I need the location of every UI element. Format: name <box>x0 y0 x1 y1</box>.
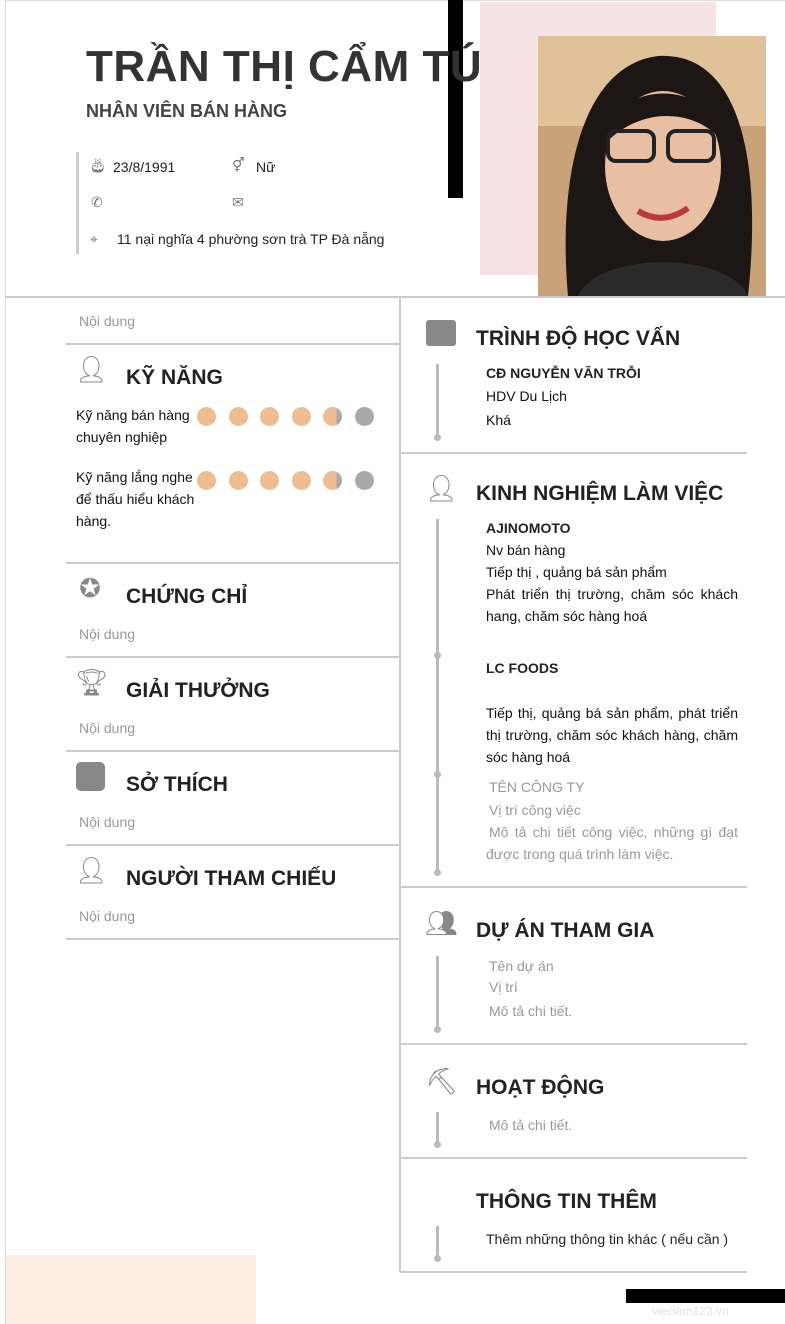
activities-description: Mô tả chi tiết. <box>489 1117 573 1133</box>
job-line: Tiếp thị , quảng bá sản phẩm <box>486 564 667 580</box>
skills-title: KỸ NĂNG <box>126 366 223 389</box>
rating-dot <box>229 407 248 426</box>
divider <box>66 938 400 940</box>
awards-content: Nội dung <box>79 720 136 736</box>
timeline <box>436 956 439 1031</box>
project-position: Vị trí <box>489 979 518 995</box>
rating-dot <box>260 407 279 426</box>
profile-photo <box>538 36 766 296</box>
certificate-badge-icon: ✪ <box>79 573 101 603</box>
hobbies-title: SỞ THÍCH <box>126 773 228 796</box>
divider <box>400 1043 747 1045</box>
rating-dot <box>260 471 279 490</box>
divider <box>66 656 400 658</box>
job-description <box>486 539 738 627</box>
references-content: Nội dung <box>79 908 136 924</box>
job-line: Vị trí công việc <box>489 802 581 818</box>
divider <box>66 343 400 345</box>
timeline <box>436 519 439 874</box>
rating-dot <box>323 407 342 426</box>
job-title: NHÂN VIÊN BÁN HÀNG <box>86 101 288 121</box>
rating-dot <box>292 471 311 490</box>
rating-dot <box>323 471 342 490</box>
timeline <box>436 364 439 439</box>
company-name: TÊN CÔNG TY <box>489 779 585 795</box>
briefcase-icon <box>426 320 456 346</box>
job-line: Phát triển thị trường, chăm sóc khách hang, chăm sóc hàng hoá <box>486 586 738 624</box>
job-description: Tiếp thị, quảng bá sản phẩm, phát triển thị trường, chăm sóc khách hàng, chăm sóc hàng hoá <box>486 705 738 765</box>
head-lightbulb-icon: 👤︎ <box>75 354 109 384</box>
divider <box>400 1157 747 1159</box>
rating-dot <box>355 471 374 490</box>
major: HDV Du Lịch <box>486 388 567 404</box>
rating-dot <box>355 407 374 426</box>
project-description: Mô tả chi tiết. <box>489 1003 573 1019</box>
divider <box>400 1271 747 1273</box>
timeline <box>436 1112 439 1146</box>
job-description <box>486 799 738 865</box>
candidate-name: TRẦN THỊ CẨM TÚ <box>86 42 483 91</box>
volunteer-icon: ⛏ <box>425 1066 459 1096</box>
company-name: LC FOODS <box>486 660 559 676</box>
watermark: vieclam123.vn <box>652 1304 729 1318</box>
activities-title: HOẠT ĐỘNG <box>476 1076 605 1099</box>
rating-dot <box>229 471 248 490</box>
additional-info-description: Thêm những thông tin khác ( nếu cần ) <box>486 1231 729 1247</box>
certificates-title: CHỨNG CHỈ <box>126 585 248 608</box>
black-footer-bar <box>626 1289 785 1303</box>
skill-rating <box>197 407 386 431</box>
divider <box>400 452 747 454</box>
gender-icon: ⚥ <box>232 157 245 173</box>
hobbies-content: Nội dung <box>79 814 136 830</box>
rating-dot <box>292 407 311 426</box>
skill-name: Kỹ năng bán hàng chuyên nghiệp <box>76 407 190 445</box>
divider <box>66 844 400 846</box>
email-icon: ✉ <box>232 194 244 210</box>
divider <box>400 886 747 888</box>
rating-dot <box>197 407 216 426</box>
trophy-icon: 🏆︎ <box>75 667 109 697</box>
info-divider <box>76 152 79 254</box>
birthday: 23/8/1991 <box>113 159 176 175</box>
black-accent-bar <box>448 0 463 198</box>
header-divider <box>5 296 785 298</box>
school-name: CĐ NGUYỄN VĂN TRỖI <box>486 365 641 381</box>
awards-title: GIẢI THƯỞNG <box>126 679 270 702</box>
references-title: NGƯỜI THAM CHIẾU <box>126 867 337 890</box>
person-icon: 👤︎ <box>75 855 109 885</box>
job-line: Nv bán hàng <box>486 542 566 558</box>
address: 11 nại nghĩa 4 phường sơn trà TP Đà nẵng <box>117 231 385 247</box>
map-pin-icon: ⌖ <box>90 231 98 247</box>
team-icon: 👥︎ <box>425 908 459 938</box>
phone-icon: ✆ <box>91 194 103 210</box>
skill-rating <box>197 471 386 495</box>
divider <box>66 750 400 752</box>
education-title: TRÌNH ĐỘ HỌC VẤN <box>476 327 681 350</box>
worker-laptop-icon: 👤︎ <box>425 473 459 503</box>
steam-icon <box>76 762 105 791</box>
skill-name: Kỹ năng lắng nghe để thấu hiểu khách hàng. <box>76 469 195 529</box>
rating-dot <box>197 471 216 490</box>
projects-title: DỰ ÁN THAM GIA <box>476 919 655 942</box>
grade: Khá <box>486 412 511 428</box>
gender: Nữ <box>256 159 276 175</box>
timeline <box>436 1226 439 1260</box>
peach-accent-block <box>6 1255 256 1324</box>
column-divider <box>399 296 401 1272</box>
birthday-cake-icon: 🎂︎ <box>89 157 107 173</box>
certificates-content: Nội dung <box>79 626 136 642</box>
experience-title: KINH NGHIỆM LÀM VIỆC <box>476 482 724 505</box>
additional-info-title: THÔNG TIN THÊM <box>476 1190 657 1213</box>
job-line: Mô tả chi tiết công việc, những gì đạt được trong quá trình làm việc. <box>486 824 738 862</box>
objective-content: Nội dung <box>79 313 136 329</box>
company-name: AJINOMOTO <box>486 520 571 536</box>
divider <box>66 562 400 564</box>
project-name: Tên dự án <box>489 958 554 974</box>
